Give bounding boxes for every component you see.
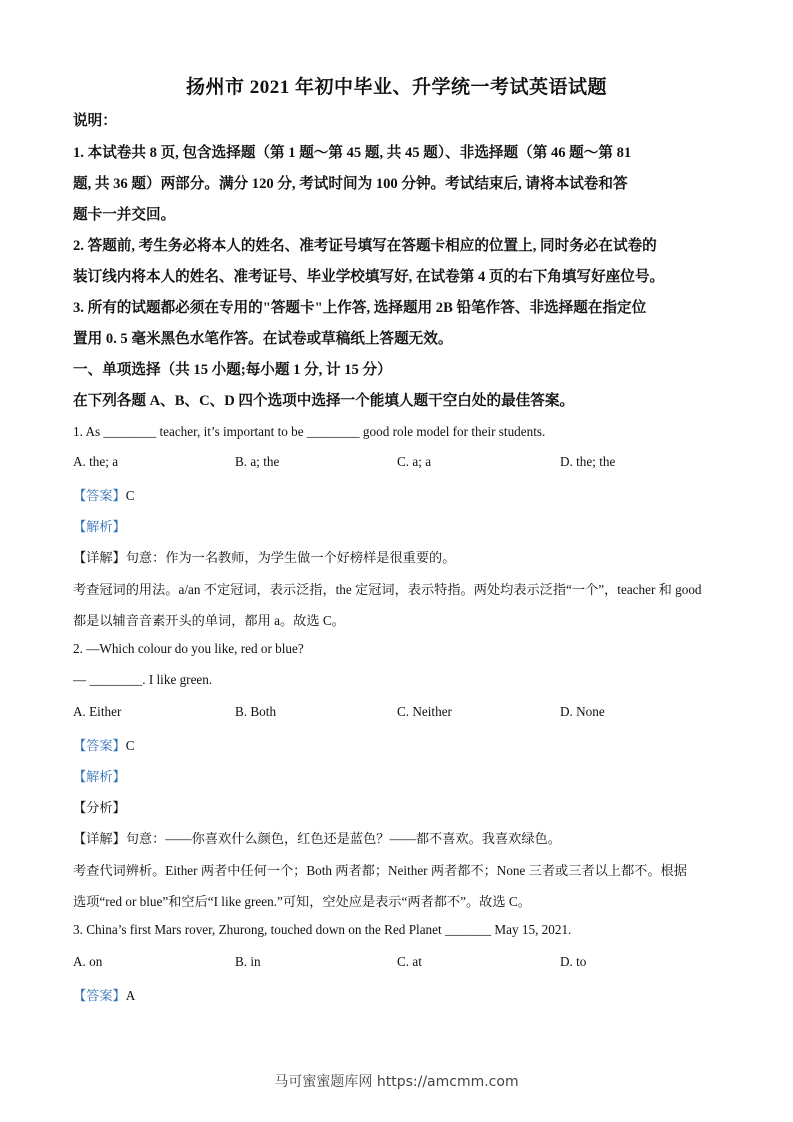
explanation-line: 都是以辅音音素开头的单词，都用 a。故选 C。 <box>73 613 345 628</box>
detail-line-1 <box>73 547 723 566</box>
question-stem-2: 2. —Which colour do you like, red or blue? <box>73 641 304 656</box>
answer-line-1 <box>73 485 723 504</box>
detail-line-2 <box>73 828 723 847</box>
explanation-line: 考查代词辨析。Either 两者中任何一个；Both 两者都；Neither 两者都不；None 三者或三者以上都不。根据 <box>73 863 687 878</box>
question-stem-1: 1. As ________ teacher, it’s important to be ________ good role model for their students. <box>73 424 546 439</box>
option-c: C. Neither <box>397 704 452 719</box>
fenxi-label: 【分析】 <box>73 800 126 815</box>
notes-line: 1. 本试卷共 8 页, 包含选择题（第 1 题～第 45 题, 共 45 题）、非选择题（第 46 题～第 81 <box>73 145 632 161</box>
answer-line-3 <box>73 985 723 1004</box>
answer-label: 【答案】 <box>73 488 126 503</box>
option-b: B. in <box>235 954 261 969</box>
notes-line: 题, 共 36 题）两部分。满分 120 分, 考试时间为 100 分钟。考试结束后, 请将本试卷和答 <box>73 176 628 192</box>
answer-value: A <box>125 988 136 1003</box>
footer-watermark: 马可蜜蜜题库网 https://amcmm.com <box>274 1074 519 1090</box>
answer-label: 【答案】 <box>73 988 126 1003</box>
notes-line: 装订线内将本人的姓名、准考证号、毕业学校填写好, 在试卷第 4 页的右下角填写好座位号。 <box>73 269 665 285</box>
notes-line: 题卡一并交回。 <box>73 207 176 223</box>
option-a: A. the; a <box>73 454 119 469</box>
explanation-line: 选项“red or blue”和空后“I like green.”可知，空处应是表示“两者都不”。故选 C。 <box>73 894 531 909</box>
notes-line: 置用 0. 5 毫米黑色水笔作答。在试卷或草稿纸上答题无效。 <box>73 331 453 347</box>
section-heading: 一、单项选择（共 15 小题;每小题 1 分, 计 15 分） <box>73 362 392 378</box>
section-instruction: 在下列各题 A、B、C、D 四个选项中选择一个能填人题干空白处的最佳答案。 <box>73 393 575 409</box>
answer-value: C <box>125 738 135 753</box>
option-c: C. at <box>397 954 422 969</box>
answer-label: 【答案】 <box>73 738 126 753</box>
option-a: A. Either <box>73 704 122 719</box>
notes-line: 2. 答题前, 考生务必将本人的姓名、准考证号填写在答题卡相应的位置上, 同时务必在试卷的 <box>73 238 657 254</box>
fenxi-line-2 <box>73 797 723 816</box>
detail-text: 句意：作为一名教师，为学生做一个好榜样是很重要的。 <box>125 550 456 565</box>
option-d: D. the; the <box>560 454 616 469</box>
analysis-label: 【解析】 <box>73 769 126 784</box>
option-d: D. None <box>560 704 605 719</box>
option-d: D. to <box>560 954 587 969</box>
analysis-label-1 <box>73 516 723 535</box>
option-b: B. Both <box>235 704 277 719</box>
answer-value: C <box>125 488 135 503</box>
page-title: 扬州市 2021 年初中毕业、升学统一考试英语试题 <box>185 77 607 98</box>
notes-heading: 说明： <box>73 113 117 129</box>
option-a: A. on <box>73 954 103 969</box>
answer-line-2 <box>73 735 723 754</box>
question-stem-3: 3. China’s first Mars rover, Zhurong, touched down on the Red Planet _______ May 15, 2021. <box>73 922 572 937</box>
analysis-label-2 <box>73 766 723 785</box>
detail-label: 【详解】 <box>73 550 126 565</box>
explanation-line: 考查冠词的用法。a/an 不定冠词，表示泛指，the 定冠词，表示特指。两处均表示泛指“一个”，teacher 和 good <box>73 582 702 597</box>
notes-line: 3. 所有的试题都必须在专用的"答题卡"上作答, 选择题用 2B 铅笔作答、非选择题在指定位 <box>73 300 647 316</box>
analysis-label: 【解析】 <box>73 519 126 534</box>
option-c: C. a; a <box>397 454 432 469</box>
question-stem-2-reply: — ________. I like green. <box>73 672 213 687</box>
option-b: B. a; the <box>235 454 280 469</box>
detail-text: 句意：——你喜欢什么颜色，红色还是蓝色？——都不喜欢。我喜欢绿色。 <box>125 831 561 846</box>
detail-label: 【详解】 <box>73 831 126 846</box>
